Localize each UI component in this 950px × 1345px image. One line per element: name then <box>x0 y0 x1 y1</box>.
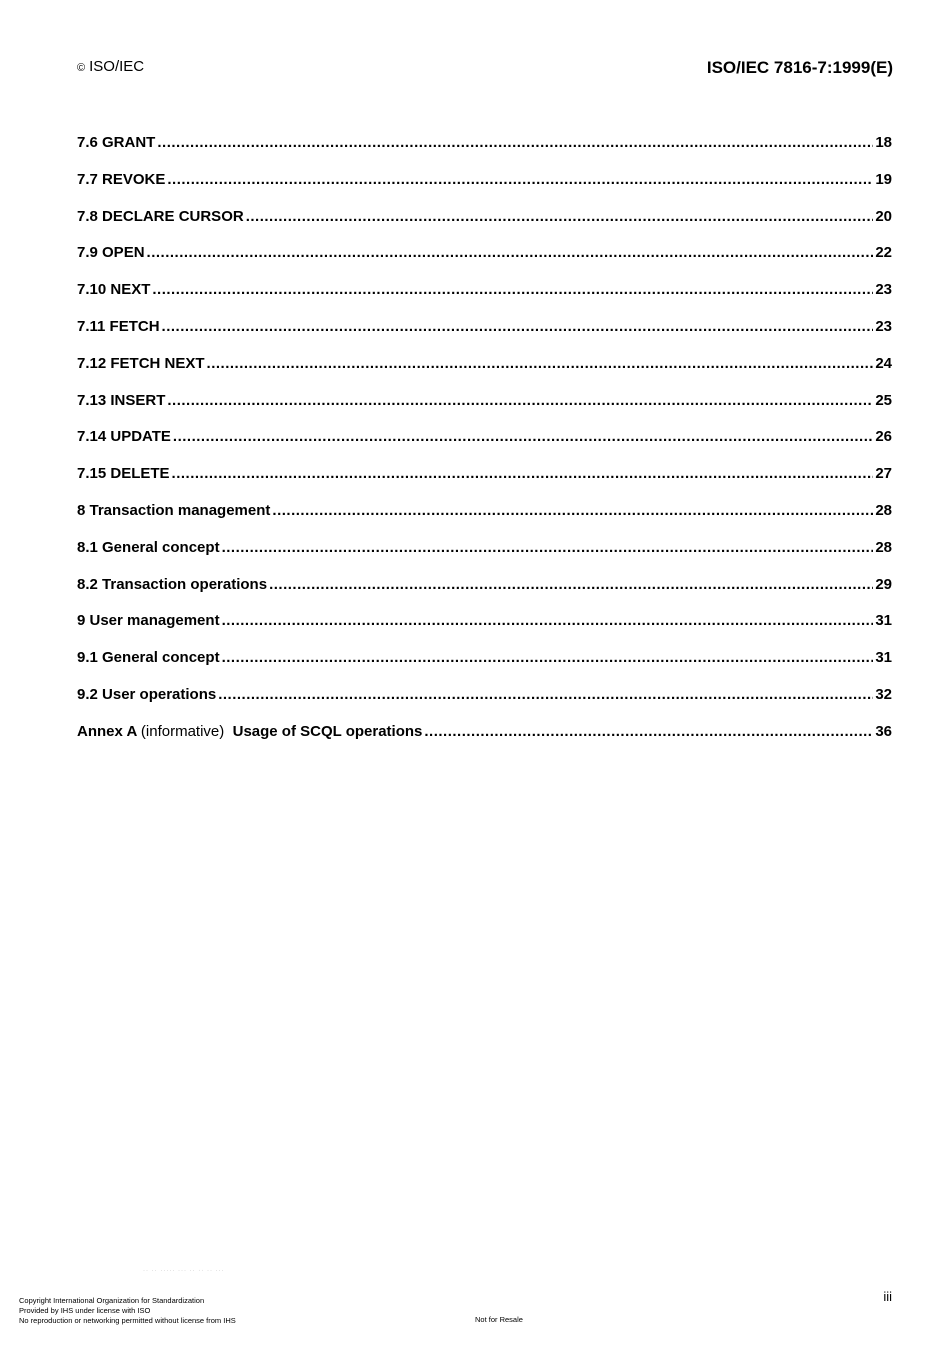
toc-entry-title: 8.1 General concept <box>77 538 220 556</box>
toc-entry-title: 7.10 NEXT <box>77 281 151 299</box>
toc-entry-page: 32 <box>875 685 892 703</box>
toc-entry-title: 8 Transaction management <box>77 501 271 519</box>
toc-entry-7-13[interactable] <box>77 391 892 428</box>
table-of-contents <box>77 133 892 759</box>
toc-leader <box>157 133 873 153</box>
toc-entry-title: 8.2 Transaction operations <box>77 575 268 593</box>
annex-note: (informative) <box>140 722 225 740</box>
toc-entry-7-9[interactable] <box>77 243 892 280</box>
toc-entry-page: 28 <box>875 538 892 556</box>
toc-entry-page: 31 <box>875 649 892 667</box>
toc-leader <box>162 317 874 337</box>
toc-leader <box>269 575 873 595</box>
page-number: iii <box>883 1289 892 1304</box>
toc-leader <box>147 243 874 263</box>
toc-entry-title: 9.2 User operations <box>77 685 217 703</box>
footer-line: Provided by IHS under license with ISO <box>19 1306 151 1315</box>
toc-entry-page: 23 <box>875 281 892 299</box>
toc-entry-8[interactable] <box>77 501 892 538</box>
toc-leader <box>222 538 874 558</box>
toc-entry-page: 20 <box>875 207 892 225</box>
header-copyright <box>77 58 144 75</box>
footer-copyright <box>19 1296 236 1326</box>
toc-entry-page: 19 <box>875 170 892 188</box>
toc-entry-7-8[interactable] <box>77 207 892 244</box>
toc-entry-page: 26 <box>875 428 892 446</box>
toc-entry-page: 23 <box>875 317 892 335</box>
toc-entry-page: 28 <box>875 501 892 519</box>
toc-leader <box>222 648 874 668</box>
footer-line: Copyright International Organization for Standardization <box>19 1296 205 1305</box>
toc-entry-page: 31 <box>875 612 892 630</box>
toc-entry-title: 7.15 DELETE <box>77 465 170 483</box>
toc-entry-7-10[interactable] <box>77 280 892 317</box>
toc-entry-7-6[interactable] <box>77 133 892 170</box>
toc-leader <box>222 611 874 631</box>
footer-line: No reproduction or networking permitted without license from IHS <box>19 1316 236 1325</box>
annex-title: Usage of SCQL operations <box>232 722 423 740</box>
toc-entry-title: 7.12 FETCH NEXT <box>77 354 205 372</box>
toc-entry-8-2[interactable] <box>77 575 892 612</box>
toc-entry-7-7[interactable] <box>77 170 892 207</box>
toc-entry-page: 18 <box>875 134 892 151</box>
footer-not-for-resale: Not for Resale <box>475 1315 523 1324</box>
toc-entry-7-12[interactable] <box>77 354 892 391</box>
scan-artifact: ·· ·· ····· ··· ·· ·· ·· ··· <box>143 1268 225 1274</box>
toc-entry-8-1[interactable] <box>77 538 892 575</box>
toc-entry-9[interactable] <box>77 611 892 648</box>
toc-leader <box>207 354 874 374</box>
annex-label: Annex A <box>77 722 137 740</box>
toc-entry-title: 7.14 UPDATE <box>77 428 171 446</box>
toc-entry-9-2[interactable] <box>77 685 892 722</box>
toc-entry-page: 27 <box>875 465 892 483</box>
toc-leader <box>172 464 874 484</box>
toc-entry-title: 7.7 REVOKE <box>77 170 166 188</box>
copyright-symbol: © <box>77 62 86 74</box>
toc-entry-7-15[interactable] <box>77 464 892 501</box>
toc-entry-title: 7.9 OPEN <box>77 244 145 262</box>
toc-leader <box>167 391 873 411</box>
toc-entry-page: 22 <box>875 244 892 262</box>
toc-entry-page: 24 <box>875 354 892 372</box>
toc-leader <box>424 722 873 742</box>
toc-leader <box>272 501 873 521</box>
toc-entry-title: 9.1 General concept <box>77 649 220 667</box>
header-org: ISO/IEC <box>89 58 145 75</box>
toc-entry-title: 7.6 GRANT <box>77 134 156 151</box>
toc-entry-annex-a[interactable] <box>77 722 892 759</box>
toc-leader <box>173 427 873 447</box>
toc-entry-7-11[interactable] <box>77 317 892 354</box>
toc-leader <box>246 207 874 227</box>
toc-leader <box>152 280 873 300</box>
toc-entry-page: 36 <box>875 722 892 740</box>
header-standard-id: ISO/IEC 7816-7:1999(E) <box>706 58 893 77</box>
toc-entry-title: 9 User management <box>77 612 220 630</box>
toc-entry-page: 29 <box>875 575 892 593</box>
toc-entry-title <box>77 722 422 742</box>
toc-leader <box>218 685 873 705</box>
toc-entry-page: 25 <box>875 391 892 409</box>
toc-entry-title: 7.13 INSERT <box>77 391 166 409</box>
toc-entry-title: 7.11 FETCH <box>77 317 160 335</box>
toc-entry-9-1[interactable] <box>77 648 892 685</box>
toc-leader <box>167 170 873 190</box>
toc-entry-7-14[interactable] <box>77 427 892 464</box>
toc-entry-title: 7.8 DECLARE CURSOR <box>77 207 244 225</box>
